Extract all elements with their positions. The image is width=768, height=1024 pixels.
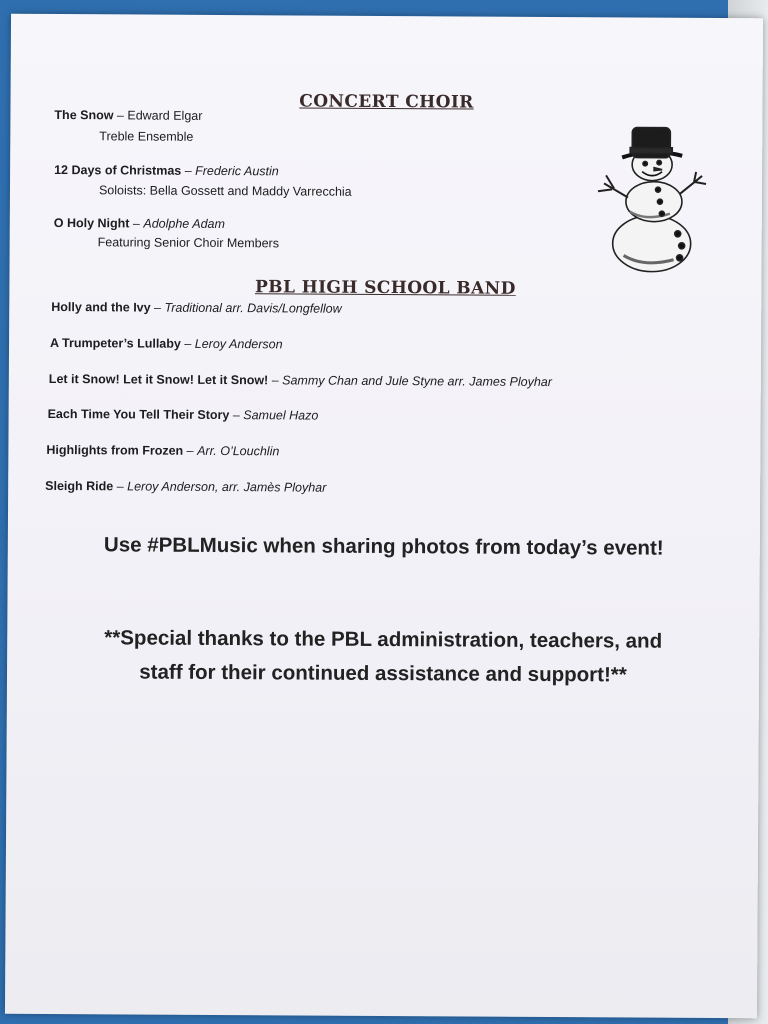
piece-composer: Leroy Anderson [194, 336, 283, 352]
snowman-icon [597, 127, 706, 272]
piece-dash: – [150, 300, 165, 315]
thanks-note-line-2: staff for their continued assistance and support!** [139, 660, 627, 687]
concert-choir-heading: CONCERT CHOIR [299, 91, 474, 113]
piece-composer: Frederic Austin [195, 163, 279, 179]
hashtag-note: Use #PBLMusic when sharing photos from today’s event! [103, 533, 664, 560]
choir-piece-1 [54, 106, 202, 125]
piece-composer: Adolphe Adam [143, 216, 225, 232]
band-piece-4 [48, 405, 319, 425]
piece-title: Let it Snow! Let it Snow! Let it Snow! [48, 371, 269, 388]
piece-title: O Holy Night [53, 215, 130, 231]
snowman-illustration [583, 109, 710, 276]
piece-composer: Edward Elgar [127, 108, 203, 123]
piece-composer: Arr. O’Louchlin [197, 443, 280, 459]
piece-title: Highlights from Frozen [46, 442, 184, 458]
choir-piece-2-detail: Soloists: Bella Gossett and Maddy Varrecchia [98, 183, 352, 199]
choir-piece-3 [54, 214, 225, 233]
piece-dash: – [180, 336, 195, 351]
choir-piece-2 [54, 161, 279, 180]
piece-title: Sleigh Ride [45, 478, 114, 494]
piece-composer: Samuel Hazo [243, 408, 319, 423]
piece-dash: – [113, 108, 128, 123]
band-piece-5 [46, 441, 279, 460]
piece-dash: – [268, 373, 283, 388]
piece-dash: – [113, 479, 128, 494]
choir-piece-3-detail: Featuring Senior Choir Members [97, 235, 280, 251]
band-heading: PBL HIGH SCHOOL BAND [254, 277, 516, 299]
piece-title: A Trumpeter’s Lullaby [50, 335, 181, 351]
piece-dash: – [129, 216, 144, 231]
thanks-note-line-1: **Special thanks to the PBL administration, teachers, and [104, 626, 663, 653]
concert-program-sheet [5, 14, 763, 1019]
piece-composer: Sammy Chan and Jule Styne arr. James Ployhar [282, 373, 552, 390]
piece-title: The Snow [54, 107, 114, 123]
band-piece-2 [50, 334, 283, 353]
band-piece-6 [45, 477, 326, 497]
piece-composer: Leroy Anderson, arr. Jamès Ployhar [127, 479, 327, 495]
choir-piece-1-detail: Treble Ensemble [99, 129, 194, 144]
piece-dash: – [183, 443, 198, 458]
piece-dash: – [181, 163, 196, 178]
piece-title: Holly and the Ivy [51, 299, 151, 315]
piece-dash: – [229, 408, 244, 423]
piece-title: 12 Days of Christmas [54, 162, 182, 178]
piece-composer: Traditional arr. Davis/Longfellow [164, 300, 342, 316]
band-piece-3 [49, 370, 552, 391]
band-piece-1 [51, 298, 342, 318]
piece-title: Each Time You Tell Their Story [47, 406, 230, 423]
